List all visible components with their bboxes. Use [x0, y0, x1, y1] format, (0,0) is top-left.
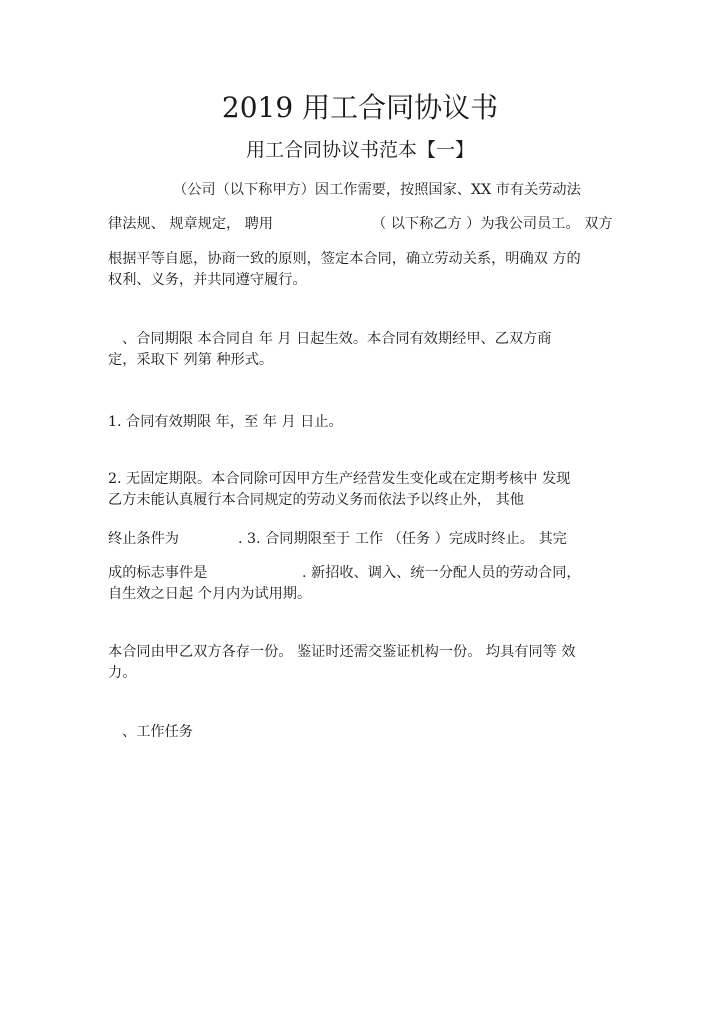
paragraph-line: 乙方未能认真履行本合同规定的劳动义务而依法予以终止外， 其他 [108, 492, 524, 508]
paragraph-line: （公司（以下称甲方）因工作需要，按照国家、XX 市有关劳动法 [173, 182, 581, 198]
paragraph-line: 定，采取下 列第 种形式。 [108, 352, 274, 368]
paragraph-line: 力。 [108, 665, 137, 681]
paragraph-line: 自生效之日起 个月内为试用期。 [108, 586, 312, 602]
paragraph-line: 权利、义务，并共同遵守履行。 [108, 272, 307, 288]
paragraph-line: . 3. 合同期限至于 工作 （任务 ）完成时终止。 其完 [238, 531, 567, 547]
document-title: 2019 用工合同协议书 [221, 91, 499, 124]
list-item: 2. 无固定期限。本合同除可因甲方生产经营发生变化或在定期考核中 发现 [108, 471, 571, 487]
section-heading-tasks: 、工作任务 [122, 724, 193, 740]
paragraph-line: （ 以下称乙方 ）为我公司员工。 双方 [372, 216, 613, 232]
list-item: 1. 合同有效期限 年，至 年 月 日止。 [108, 414, 343, 430]
paragraph-line: 根据平等自愿，协商一致的原则，签定本合同，确立劳动关系，明确双 方的 [108, 251, 581, 267]
paragraph-line: 律法规、 规章规定， 聘用 [108, 216, 274, 232]
document-subtitle: 用工合同协议书范本【一】 [245, 139, 474, 161]
paragraph-line: . 新招收、调入、统一分配人员的劳动合同， [302, 565, 581, 581]
paragraph-line: 成的标志事件是 [108, 565, 208, 581]
paragraph-line: 本合同由甲乙双方各存一份。 鉴证时还需交鉴证机构一份。 均具有同等 效 [108, 644, 576, 660]
section-heading-term: 、合同期限 本合同自 年 月 日起生效。本合同有效期经甲、乙双方商 [122, 331, 552, 347]
paragraph-line: 终止条件为 [108, 531, 179, 547]
